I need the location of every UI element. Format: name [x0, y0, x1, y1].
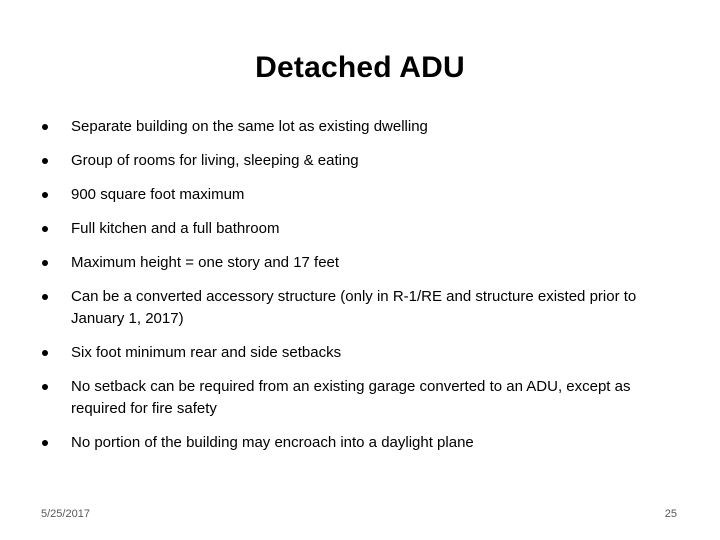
bullet-icon	[42, 192, 48, 198]
bullet-icon	[42, 350, 48, 356]
bullet-icon	[42, 260, 48, 266]
bullet-text: Full kitchen and a full bathroom	[71, 220, 280, 237]
bullet-text: Maximum height = one story and 17 feet	[71, 254, 340, 271]
bullet-icon	[42, 124, 48, 130]
bullet-icon	[42, 294, 48, 300]
bullet-icon	[42, 384, 48, 390]
bullet-text: No portion of the building may encroach into a daylight plane	[71, 434, 474, 451]
slide-title: Detached ADU	[255, 51, 465, 84]
bullet-item	[40, 150, 680, 172]
footer-date: 5/25/2017	[41, 508, 90, 520]
bullet-item	[40, 342, 680, 364]
bullet-text: 900 square foot maximum	[71, 186, 245, 203]
bullet-item	[40, 432, 680, 454]
bullet-text: Group of rooms for living, sleeping & eating	[71, 152, 359, 169]
bullet-item	[40, 218, 680, 240]
bullet-icon	[42, 226, 48, 232]
bullet-text: Six foot minimum rear and side setbacks	[71, 344, 342, 361]
bullet-item	[40, 116, 680, 138]
bullet-icon	[42, 440, 48, 446]
bullet-item	[40, 376, 680, 420]
bullet-icon	[42, 158, 48, 164]
bullet-text: Can be a converted accessory structure (only in R-1/RE and structure existed prior to January 1, 2017)	[71, 288, 637, 327]
bullet-item	[40, 286, 680, 330]
bullet-item	[40, 252, 680, 274]
bullet-text: Separate building on the same lot as existing dwelling	[71, 118, 428, 135]
slide-number: 25	[664, 508, 677, 520]
bullet-list	[40, 116, 680, 466]
bullet-text: No setback can be required from an existing garage converted to an ADU, except as required for fire safety	[71, 378, 631, 417]
bullet-item	[40, 184, 680, 206]
